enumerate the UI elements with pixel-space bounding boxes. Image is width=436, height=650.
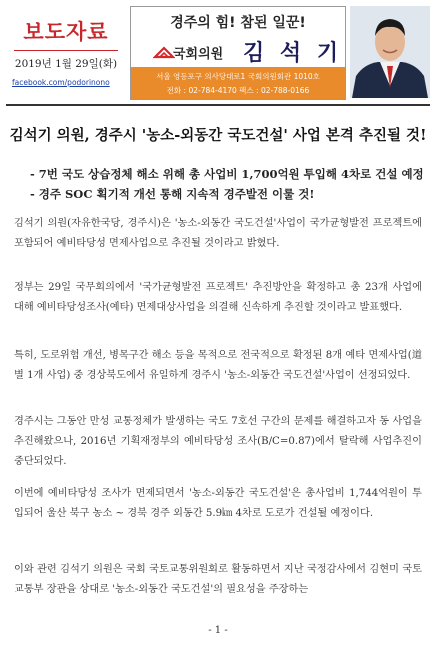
press-header [6,6,430,98]
party-label: 국회의원 [173,47,224,62]
press-label-box [10,12,122,98]
paragraph-6: 이와 관련 김석기 의원은 국회 국토교통위원회로 활동하면서 지난 국정감사에서 김현미 국토교통부 장관을 상대로 '농소-외동간 국도건설'의 필요성을 주장하는 [14,564,422,595]
contact-bar [131,67,345,99]
portrait-image [350,6,430,98]
member-portrait [350,6,430,98]
page-number: - 1 - [208,625,228,636]
header-divider [6,104,430,106]
press-release-title: 보도자료 [23,20,109,44]
party-logo-icon [153,45,175,59]
release-date: 2019년 1월 29일(화) [14,58,118,70]
paragraph-1: 김석기 의원(자유한국당, 경주시)은 '농소-외동간 국도건설'사업이 국가균형발전 프로젝트에 포함되어 예비타당성 면제사업으로 추진될 것이라고 밝혔다. [14,218,422,249]
office-phone: 전화 : 02-784-4170 팩스 : 02-788-0166 [166,86,310,95]
subheadline-1: - 7번 국도 상습정체 해소 위해 총 사업비 1,700억원 투입해 4차로 건설 예정 [30,167,424,181]
office-address: 서울 영등포구 의사당대로1 국회의원회관 1010호 [156,72,320,81]
paragraph-2: 정부는 29일 국무회의에서 '국가균형발전 프로젝트' 추진방안을 확정하고 총 23개 사업에 대해 예비타당성조사(예타) 면제대상사업을 의결해 신속하게 추진할 것이라고 발표했다. [14,282,422,313]
paragraph-5: 이번에 예비타당성 조사가 면제되면서 '농소-외동간 국도건설'은 총사업비 1,744억원이 투입되어 울산 북구 농소 ~ 경북 경주 외동간 5.9㎞ 4차로 도로가 건설될 예정이다. [14,488,422,519]
title-underline [14,50,118,51]
headline: 김석기 의원, 경주시 '농소-외동간 국도건설' 사업 본격 추진될 것! [9,127,427,144]
paragraph-3: 특히, 도로위험 개선, 병목구간 해소 등을 목적으로 전국적으로 확정된 8개 예타 면제사업(道별 1개 사업) 중 경상북도에서 유일하게 경주시 '농소-외동간 국도건설'사업이 선정되었다. [14,350,422,381]
member-info-box [130,6,346,100]
facebook-link[interactable]: facebook.com/podorinono [12,78,110,87]
paragraph-4: 경주시는 그동안 만성 교통정체가 발생하는 국도 7호선 구간의 문제를 해결하고자 동 사업을 추진해왔으나, 2016년 기획재정부의 예비타당성 조사(B/C=0.87)에서 탈락해 사업추진이 중단되었다. [14,416,422,467]
slogan: 경주의 힘! 참된 일꾼! [170,15,306,31]
subheadline-2: - 경주 SOC 획기적 개선 통해 지속적 경주발전 이룰 것! [30,187,315,201]
member-name: 김 석 기 [243,41,343,66]
